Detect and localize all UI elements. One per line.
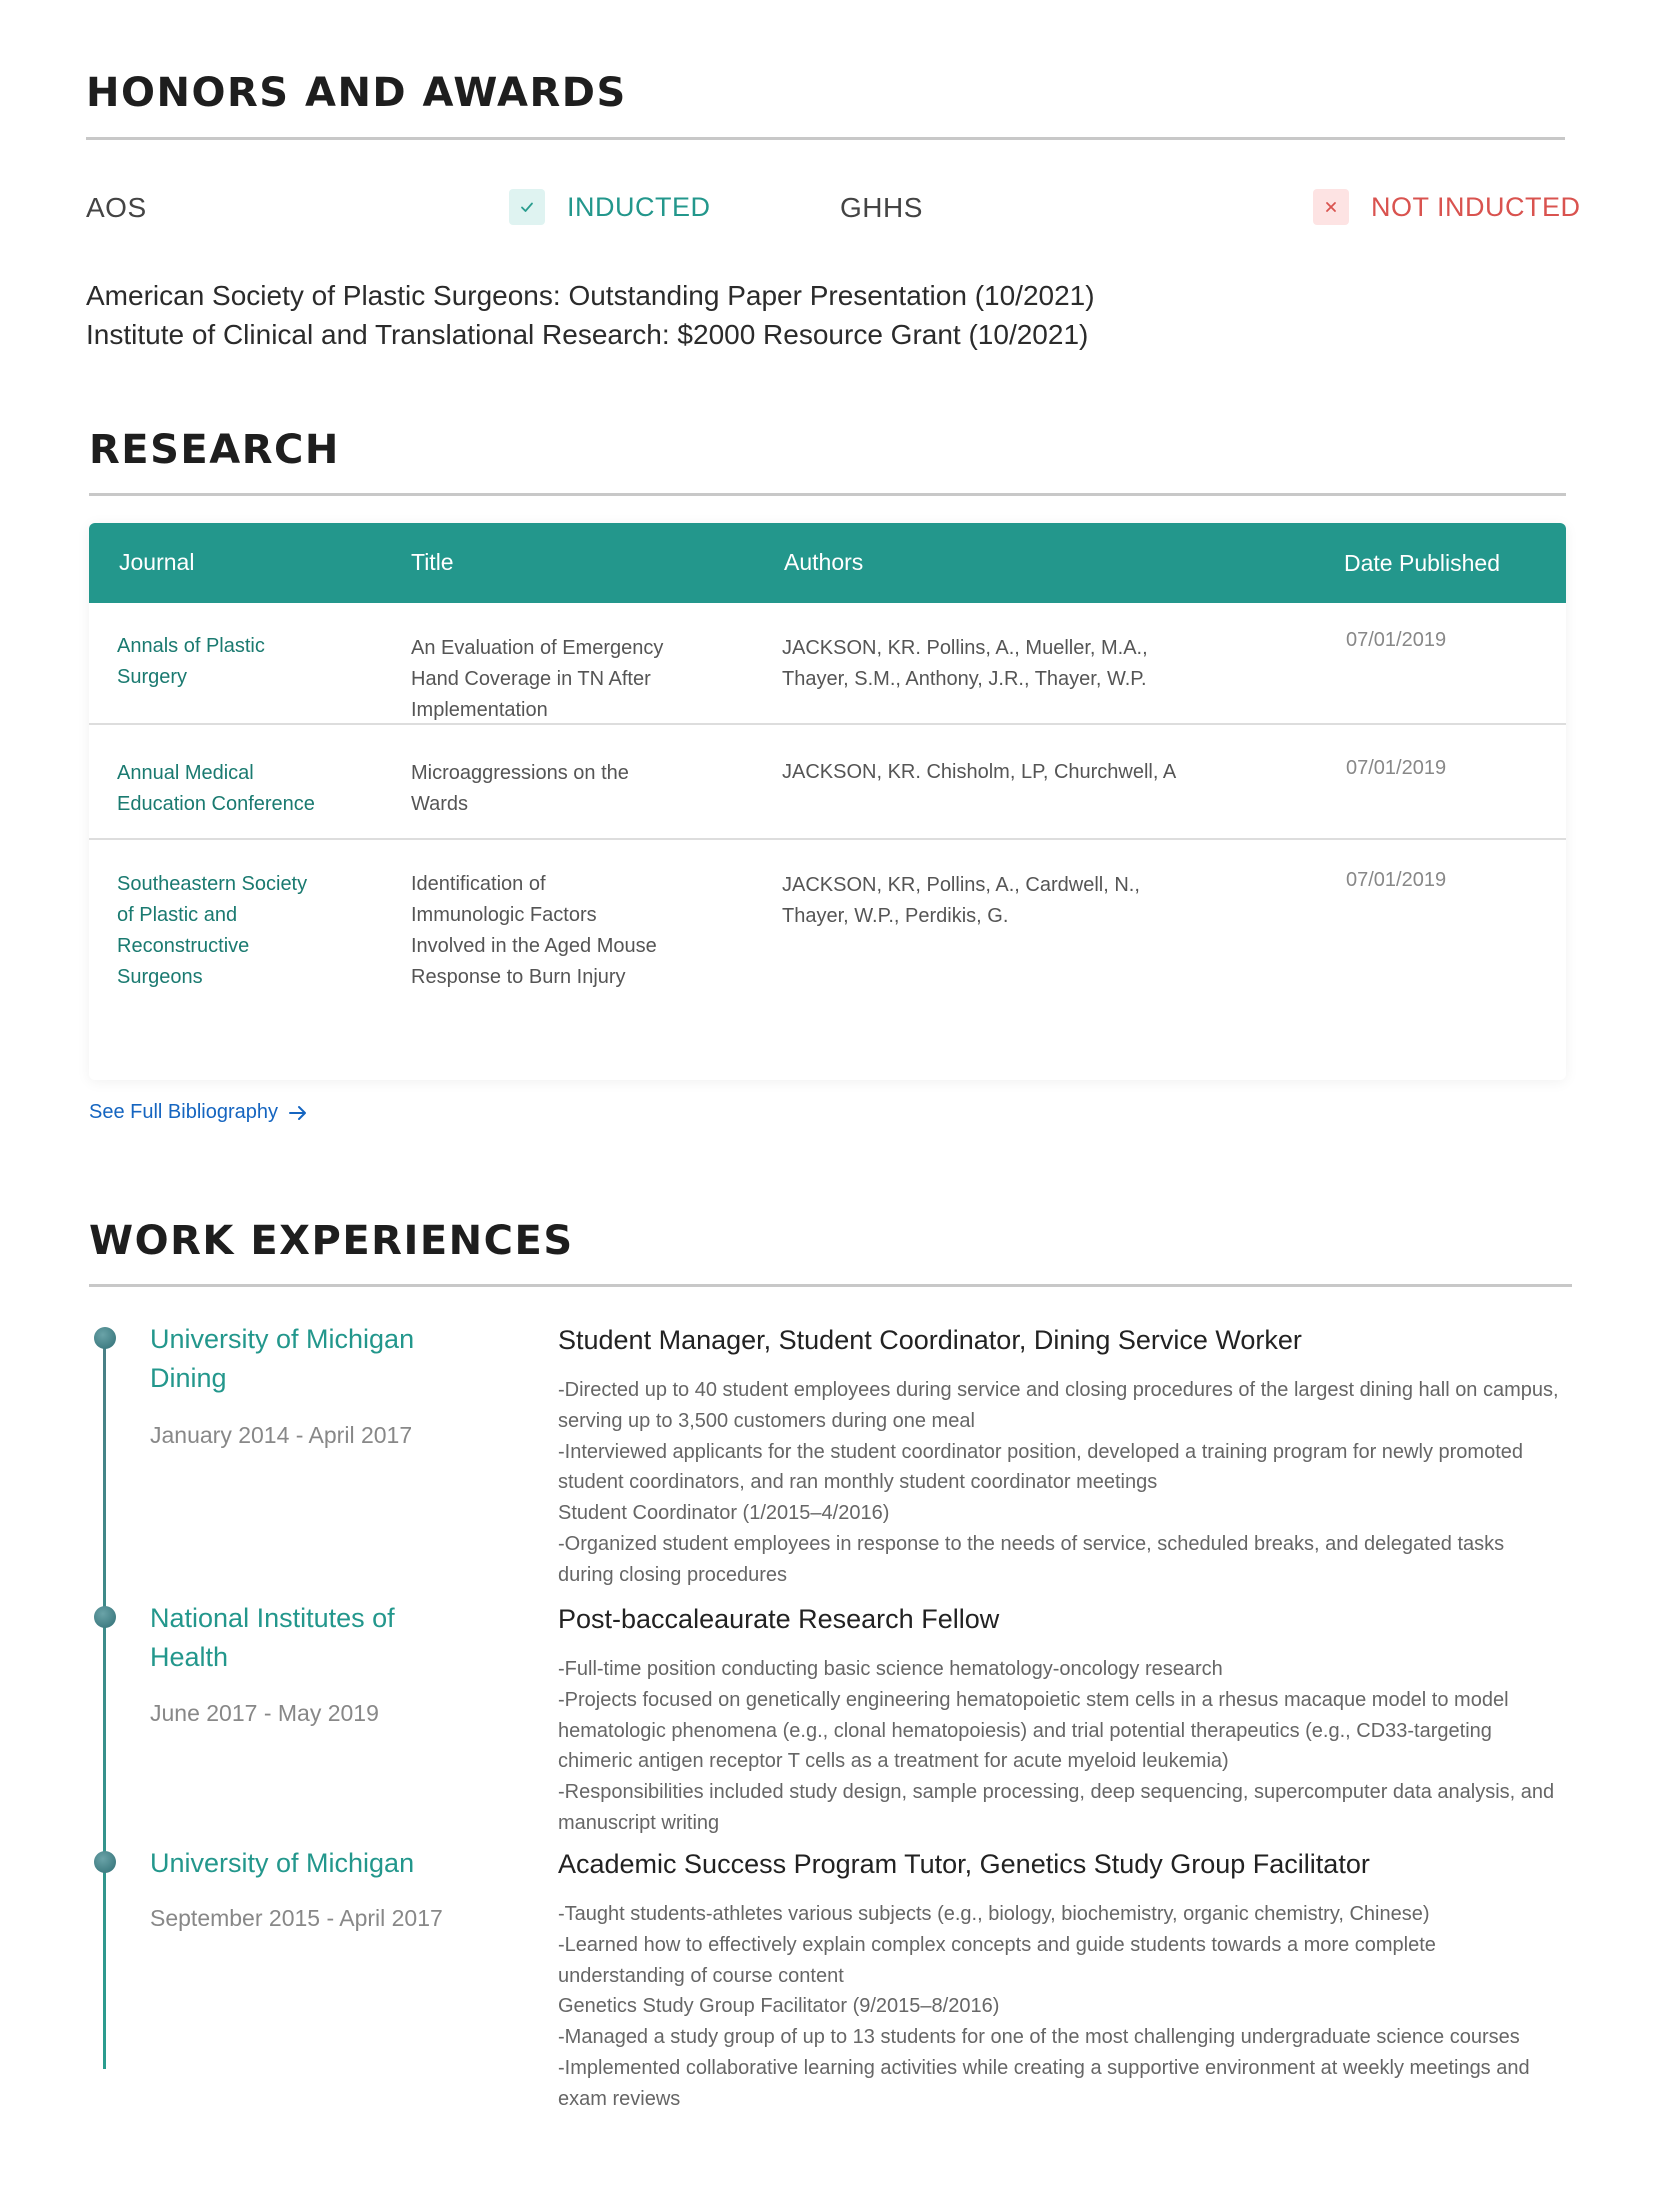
work-heading: WORK EXPERIENCES xyxy=(89,1218,574,1264)
work-detail-line: -Managed a study group of up to 13 students for one of the most challenging undergraduate science courses xyxy=(558,2026,1520,2049)
journal-cell: Annual Medical Education Conference xyxy=(117,762,315,815)
date-cell: 07/01/2019 xyxy=(1346,629,1447,651)
column-header-journal: Journal xyxy=(119,549,195,575)
title-cell: Microaggressions on the Wards xyxy=(411,762,629,815)
see-full-bibliography-link[interactable] xyxy=(89,1101,308,1124)
check-icon xyxy=(509,189,545,225)
work-role: Academic Success Program Tutor, Genetics Study Group Facilitator xyxy=(558,1849,1370,1879)
title-cell: An Evaluation of Emergency Hand Coverage in TN After Implementation xyxy=(411,637,664,721)
work-detail-line: -Learned how to effectively explain complex concepts and guide students towards a more complete understanding of course content xyxy=(558,1933,1436,1987)
journal-cell: Annals of Plastic Surgery xyxy=(117,635,265,688)
work-role: Post-baccaleaurate Research Fellow xyxy=(558,1604,1000,1634)
timeline-dot xyxy=(94,1606,116,1628)
work-detail-line: -Implemented collaborative learning activities while creating a supportive environment at weekly meetings and exam reviews xyxy=(558,2056,1530,2110)
table-row xyxy=(89,840,1566,1040)
table-header xyxy=(89,523,1566,603)
date-cell: 07/01/2019 xyxy=(1346,869,1447,891)
work-org: University of Michigan xyxy=(150,1848,415,1878)
work-detail-line: -Responsibilities included study design, sample processing, deep sequencing, supercomputer data analysis, and manuscript writing xyxy=(558,1781,1555,1834)
work-org: National Institutes of Health xyxy=(150,1603,395,1672)
research-divider xyxy=(89,493,1566,496)
timeline-dot xyxy=(94,1327,116,1349)
work-detail-line: -Full-time position conducting basic science hematology-oncology research xyxy=(558,1658,1223,1680)
table-row xyxy=(89,725,1566,840)
work-dates: January 2014 - April 2017 xyxy=(150,1422,413,1448)
honors-divider xyxy=(86,137,1565,140)
honors-heading: HONORS AND AWARDS xyxy=(86,70,627,116)
bibliography-link-label: See Full Bibliography xyxy=(89,1101,278,1123)
authors-cell: JACKSON, KR. Chisholm, LP, Churchwell, A xyxy=(782,761,1177,783)
title-cell: Identification of Immunologic Factors Involved in the Aged Mouse Response to Burn Injury xyxy=(411,873,657,988)
work-role: Student Manager, Student Coordinator, Dining Service Worker xyxy=(558,1325,1302,1355)
column-header-date: Date Published xyxy=(1344,550,1500,576)
work-description xyxy=(558,1654,1570,1839)
work-detail-line: -Interviewed applicants for the student coordinator position, developed a training program for newly promoted student coordinators, and ran monthly student coordinator meetings xyxy=(558,1440,1523,1494)
research-heading: RESEARCH xyxy=(89,427,340,473)
work-detail-line: Genetics Study Group Facilitator (9/2015–8/2016) xyxy=(558,1995,1000,2018)
work-dates: June 2017 - May 2019 xyxy=(150,1700,379,1726)
column-header-title: Title xyxy=(411,549,454,575)
table-row xyxy=(89,603,1566,725)
status-not-inducted: NOT INDUCTED xyxy=(1371,192,1581,222)
research-table xyxy=(89,523,1566,1080)
award-item: American Society of Plastic Surgeons: Outstanding Paper Presentation (10/2021) xyxy=(86,280,1095,311)
work-org: University of Michigan Dining xyxy=(150,1324,415,1393)
work-detail-line: -Organized student employees in response to the needs of service, scheduled breaks, and delegated tasks during closing procedures xyxy=(558,1532,1505,1586)
work-detail-line: -Directed up to 40 student employees during service and closing procedures of the largest dining hall on campus, serving up to 3,500 customers during one meal xyxy=(558,1379,1559,1432)
date-cell: 07/01/2019 xyxy=(1346,757,1447,779)
close-icon xyxy=(1313,189,1349,225)
work-detail-line: Student Coordinator (1/2015–4/2016) xyxy=(558,1502,890,1525)
work-divider xyxy=(89,1284,1572,1287)
work-description xyxy=(558,1375,1563,1591)
authors-cell: JACKSON, KR, Pollins, A., Cardwell, N., Thayer, W.P., Perdikis, G. xyxy=(782,874,1140,927)
journal-cell: Southeastern Society of Plastic and Reconstructive Surgeons xyxy=(117,873,308,988)
work-detail-line: -Projects focused on genetically engineering hematopoietic stem cells in a rhesus macaque model to model hematologic phenomena (e.g., clonal hematopoiesis) and trial potential therapeutics (e.g., CD33-targeting chimeric antigen receptor T cells as a treatment for acute myeloid leukemia) xyxy=(558,1688,1509,1773)
work-detail-line: -Taught students-athletes various subjects (e.g., biology, biochemistry, organic chemistry, Chinese) xyxy=(558,1903,1430,1925)
timeline-line xyxy=(103,1333,106,2069)
timeline-dot xyxy=(94,1851,116,1873)
work-description xyxy=(558,1899,1563,2115)
status-inducted: INDUCTED xyxy=(567,192,711,222)
authors-cell: JACKSON, KR. Pollins, A., Mueller, M.A., Thayer, S.M., Anthony, J.R., Thayer, W.P. xyxy=(782,637,1148,690)
column-header-authors: Authors xyxy=(784,549,864,575)
honor-label-aos: AOS xyxy=(86,192,147,223)
honor-label-ghhs: GHHS xyxy=(840,192,923,223)
award-item: Institute of Clinical and Translational Research: $2000 Resource Grant (10/2021) xyxy=(86,319,1089,350)
arrow-right-icon xyxy=(288,1105,308,1121)
work-dates: September 2015 - April 2017 xyxy=(150,1905,443,1931)
